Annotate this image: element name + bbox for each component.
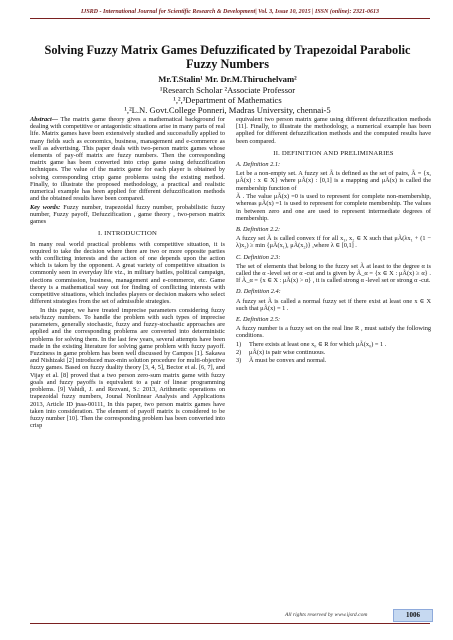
definition-2-2-text: A fuzzy set Ã is called convex if for all x₁, x₂ ∈ X such that μÃ(λx₁ + (1 − λ)x₂) ≥ min {μÃ(x₁), μÃ(x₂)} ,where λ ∈ [0,1] .	[236, 235, 431, 250]
right-column	[236, 116, 431, 366]
list-item-text: μÃ(x) is pair wise continuous.	[249, 349, 326, 357]
left-column	[30, 116, 225, 431]
header-rule	[30, 18, 430, 19]
list-item	[236, 341, 431, 348]
list-item-number: 2)	[236, 349, 242, 357]
list-item-number: 3)	[236, 357, 242, 365]
abstract-text: The matrix game theory gives a mathematical background for dealing with competitive or antagonistic situations arise in many parts of real life. Matrix games have been extensively studied and successfully applied to many fields such as economics, business, management and e-commerce as well as advertising. This paper deals with two-person matrix games whose elements of pay-off matrix are fuzzy numbers. Then the corresponding matrix game has been converted into crisp game using defuzzification techniques. The value of the matrix game for each player is obtained by solving corresponding crisp game problems using the existing method. Finally, to illustrate the proposed methodology, a practical and realistic numerical example has been applied for different defuzzification methods and the obtained results have been compared.	[30, 116, 225, 203]
definition-2-4-text: A fuzzy set Ã is called a normal fuzzy set if there exist at least one x ∈ X such that μÃ(x) = 1 .	[236, 297, 431, 312]
list-item-number: 1)	[236, 341, 242, 349]
journal-header: IJSRD - International Journal for Scientific Research & Development| Vol. 3, Issue 10, 2015 | ISSN (online): 2321-0613	[81, 9, 379, 15]
definition-2-4-heading: D. Definition 2.4:	[236, 288, 281, 296]
definition-2-3-text: The set of elements that belong to the fuzzy set Ã at least to the degree α is called the α -level set or α -cut and is given by Ã_α = {x ∈ X : μÃ(x) ≥ α} . If Ã_α = {x ∈ X : μÃ(x) > α} , it is called strong α -level set or strong α -cut.	[236, 262, 431, 285]
footer-copyright: All rights reserved by www.ijsrd.com	[285, 612, 368, 618]
definition-2-1-heading: A. Definition 2.1:	[236, 161, 281, 169]
definition-2-3-heading: C. Definition 2.3:	[236, 253, 281, 261]
affiliation-college: ¹,²L.N. Govt.College Ponneri, Madras University, chennai-5	[124, 105, 331, 115]
definition-2-1-text-a: Let be a non-empty set. A fuzzy set Ã is defined as the set of pairs, Ã = {x, μÃ(x) : x ∈ X} where μÃ(x) : [0,1] is a mapping and μÃ(x) is called the membership function of	[236, 170, 431, 192]
definition-2-5-text: A fuzzy number is a fuzzy set on the real line R , must satisfy the following conditions.	[236, 325, 431, 340]
definition-2-2-heading: B. Definition 2.2:	[236, 226, 281, 234]
list-item-text: Ã must be convex and normal.	[249, 357, 327, 365]
keywords	[30, 204, 225, 226]
keywords-text: Fuzzy number, trapezoidal fuzzy number, probabilistic fuzzy number, Fuzzy payoff, Defuzzification , game theory , two-person matrix games	[30, 203, 225, 226]
paper-title: Solving Fuzzy Matrix Games Defuzzificated by Trapezoidal Parabolic Fuzzy Numbers	[44, 43, 411, 71]
list-item	[236, 349, 431, 356]
list-item-text: There exists at least one x₀ ∈ R for which μÃ(x₀) = 1 .	[249, 341, 387, 349]
list-item	[236, 357, 431, 364]
page-number: 1006	[393, 609, 433, 622]
abstract	[30, 116, 225, 202]
affiliation-department: ¹,²,³Department of Mathematics	[173, 95, 282, 105]
affiliation-roles: ¹Research Scholar ²Associate Professor	[159, 85, 296, 95]
prelim-heading: II. DEFINITION AND PRELIMINARIES	[273, 149, 394, 157]
definition-2-5-heading: E. Definition 2.5:	[236, 316, 281, 324]
intro-paragraph-2: In this paper, we have treated imprecise parameters considering fuzzy sets/fuzzy numbers. To handle the problem with such types of imprecise parameters, generally stochastic, fuzzy and fuzzy-stochastic approaches are applied and the corresponding problems are converted into deterministic problems for solving them. In the last few years, several attempts have been made in the existing literature for solving game problem with fuzzy payoff. Fuzziness in game problem has been well discussed by Campos [1]. Sakawa and Nishizaki [2] introduced max-min solution procedure for multi-objective fuzzy games. Based on fuzzy duality theory [3, 4, 5], Bector et al. [6, 7], and Vijay et al. [8] proved that a two person zero-sum matrix game with fuzzy goals and fuzzy payoffs is equivalent to a pair of linear programming problems. [9] Vahidi, J. and Rezvani, S.: 2013, Arithmetic operations on trapezoidal fuzzy numbers, Jounal Nonlinear Analysis and Applications 2013, Article ID jnaa-00111, In this paper, two person matrix games have taken into consideration. The element of payoff matrix is considered to be fuzzy number [10]. Then the corresponding problem has been converted into crisp	[30, 306, 225, 430]
definition-2-1-text-b: Ã . The value μÃ(x) =0 is used to represent for complete non-membership, whereas μÃ(x) =1 is used to represent for complete membership. The values in between zero and one are used to represent intermediate degrees of membership.	[236, 193, 431, 222]
intro-paragraph-1: In many real world practical problems with competitive situation, it is required to take the decision where there are two or more opposite parties with conflicting interests and the action of one depends upon the action which is taken by the opponent. A great variety of competitive situation is commonly seen in everyday life viz., in military battles, political campaign, elections commission, business, management and e-commerce, etc. Game theory is a mathematical way out for finding of conflicting interests with competitive situations, which includes players or decision makers who select different strategies from the set of admissible strategies.	[30, 240, 225, 306]
intro-heading: I. INTRODUCTION	[97, 230, 158, 238]
footer-rule	[30, 623, 430, 624]
right-paragraph-1: equivalent two person matrix game using different defuzzification methods [11]. Finally, to illustrate the methodology, a numerical example has been applied for different defuzzification methods and the computed results have been compared.	[236, 116, 431, 145]
keywords-label: Key words:	[30, 203, 61, 211]
abstract-label: Abstract—	[30, 116, 58, 123]
authors: Mr.T.Stalin¹ Mr. Dr.M.Thiruchelvam²	[158, 74, 297, 84]
